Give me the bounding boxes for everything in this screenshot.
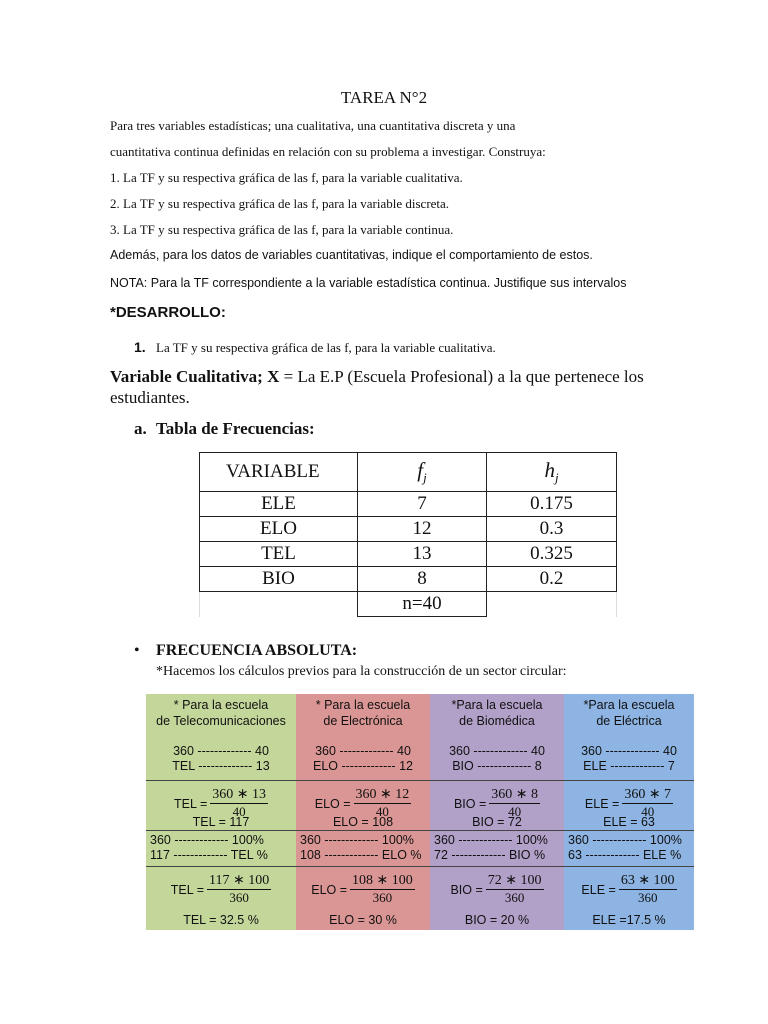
calc-pct-ratio-elo: 360 ------------- 100% 108 ------------- ELO % xyxy=(296,830,430,866)
calc-degree-tel: TEL = $\frac{360 ∗ 13}{40}$ TEL = 117 xyxy=(146,780,296,830)
note-line-2: NOTA: Para la TF correspondiente a la variable estadística continua. Justifique sus intervalos xyxy=(110,276,627,290)
cell-fj: 12 xyxy=(358,517,487,542)
calc-head-elo: * Para la escuela de Electrónica 360 ------------- 40 ELO ------------- 12 xyxy=(296,694,430,780)
blank-cell xyxy=(487,592,617,617)
calc-grid xyxy=(146,694,694,930)
absolute-frequency-heading xyxy=(134,642,357,660)
freq-table-heading xyxy=(134,419,315,439)
calc-note: *Hacemos los cálculos previos para la construcción de un sector circular: xyxy=(156,664,567,679)
cell-variable: ELO xyxy=(200,517,358,542)
task-2: 2. La TF y su respectiva gráfica de las f, para la variable discreta. xyxy=(110,196,450,211)
calc-pct-bio: BIO = $\frac{72 ∗ 100}{360}$ BIO = 20 % xyxy=(430,866,564,930)
variable-desc: = La E.P (Escuela Profesional) a la que pertenece los estudiantes. xyxy=(110,367,644,407)
note-line-1: Además, para los datos de variables cuantitativas, indique el comportamiento de estos. xyxy=(110,248,593,262)
calc-head-tel: * Para la escuela de Telecomunicaciones 360 ------------- 40 TEL ------------- 13 xyxy=(146,694,296,780)
cell-total: n=40 xyxy=(358,592,487,617)
header-fj: $f_j$ xyxy=(358,453,487,492)
task-1: 1. La TF y su respectiva gráfica de las f, para la variable cualitativa. xyxy=(110,170,463,185)
cell-fj: 13 xyxy=(358,542,487,567)
table-header-row xyxy=(200,453,617,492)
calc-pct-ratio-ele: 360 ------------- 100% 63 ------------- ELE % xyxy=(564,830,694,866)
calc-pct-elo: ELO = $\frac{108 ∗ 100}{360}$ ELO = 30 % xyxy=(296,866,430,930)
cell-hj: 0.175 xyxy=(487,492,617,517)
cell-fj: 7 xyxy=(358,492,487,517)
calc-degree-bio: BIO = $\frac{360 ∗ 8}{40}$ BIO = 72 xyxy=(430,780,564,830)
calc-head-bio: *Para la escuela de Biomédica 360 ------------- 40 BIO ------------- 8 xyxy=(430,694,564,780)
development-heading: *DESARROLLO: xyxy=(110,304,226,321)
cell-variable: BIO xyxy=(200,567,358,592)
calc-pct-tel: TEL = $\frac{117 ∗ 100}{360}$ TEL = 32.5 % xyxy=(146,866,296,930)
absolute-heading-text: FRECUENCIA ABSOLUTA: xyxy=(156,642,358,659)
cell-hj: 0.325 xyxy=(487,542,617,567)
cell-hj: 0.3 xyxy=(487,517,617,542)
calc-pct-ele: ELE = $\frac{63 ∗ 100}{360}$ ELE =17.5 % xyxy=(564,866,694,930)
blank-cell xyxy=(200,592,358,617)
item-number: 1. xyxy=(134,339,146,355)
table-row xyxy=(200,567,617,592)
cell-variable: ELE xyxy=(200,492,358,517)
intro-line-1: Para tres variables estadísticas; una cualitativa, una cuantitativa discreta y una xyxy=(110,118,516,133)
item-text: La TF y su respectiva gráfica de las f, para la variable cualitativa. xyxy=(156,340,496,355)
task-3: 3. La TF y su respectiva gráfica de las f, para la variable continua. xyxy=(110,222,454,237)
cell-variable: TEL xyxy=(200,542,358,567)
calc-pct-ratio-tel: 360 ------------- 100% 117 ------------- TEL % xyxy=(146,830,296,866)
variable-description xyxy=(110,366,670,408)
table-row xyxy=(200,542,617,567)
calc-degree-elo: ELO = $\frac{360 ∗ 12}{40}$ ELO = 108 xyxy=(296,780,430,830)
calc-pct-ratio-bio: 360 ------------- 100% 72 ------------- BIO % xyxy=(430,830,564,866)
development-item-1 xyxy=(134,339,496,356)
header-hj: $h_j$ xyxy=(487,453,617,492)
bullet-icon: • xyxy=(134,642,140,659)
sub-letter: a. xyxy=(134,419,147,438)
frequency-table xyxy=(199,452,617,617)
calc-head-ele: *Para la escuela de Eléctrica 360 ------------- 40 ELE ------------- 7 xyxy=(564,694,694,780)
table-row xyxy=(200,492,617,517)
intro-line-2: cuantitativa continua definidas en relación con su problema a investigar. Construya: xyxy=(110,144,546,159)
header-variable: VARIABLE xyxy=(200,453,358,492)
cell-fj: 8 xyxy=(358,567,487,592)
sub-title: Tabla de Frecuencias: xyxy=(156,419,315,438)
variable-label: Variable Cualitativa; X xyxy=(110,367,280,386)
page-title: TAREA N°2 xyxy=(340,88,428,107)
cell-hj: 0.2 xyxy=(487,567,617,592)
table-row xyxy=(200,517,617,542)
calc-degree-ele: ELE = $\frac{360 ∗ 7}{40}$ ELE = 63 xyxy=(564,780,694,830)
table-total-row xyxy=(200,592,617,617)
